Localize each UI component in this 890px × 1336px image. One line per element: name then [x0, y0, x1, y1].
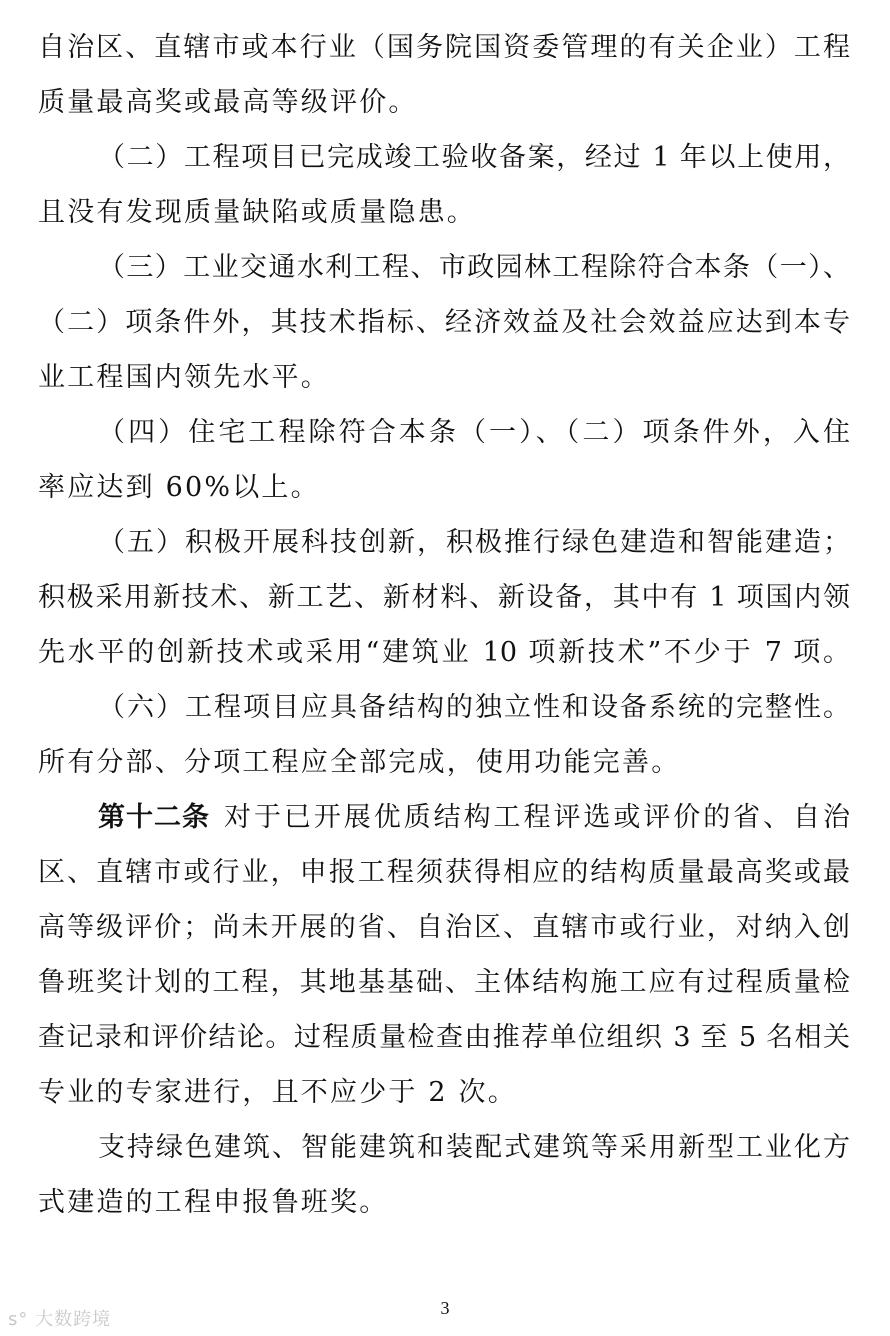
text-line: 积极采用新技术、新工艺、新材料、新设备，其中有 1 项国内领: [38, 582, 850, 613]
text-line: （三）工业交通水利工程、市政园林工程除符合本条（一）、: [98, 252, 850, 283]
text-line: 率应达到 60%以上。: [38, 472, 320, 503]
text-line: 支持绿色建筑、智能建筑和装配式建筑等采用新型工业化方: [98, 1132, 850, 1163]
text-line: 自治区、直辖市或本行业（国务院国资委管理的有关企业）工程: [38, 32, 850, 63]
text-line: （六）工程项目应具备结构的独立性和设备系统的完整性。: [98, 692, 850, 723]
watermark-text: 大数跨境: [35, 1309, 112, 1330]
text-line: 先水平的创新技术或采用“建筑业 10 项新技术”不少于 7 项。: [38, 637, 850, 668]
text-line: 质量最高奖或最高等级评价。: [38, 87, 418, 118]
text-line: 业工程国内领先水平。: [38, 362, 330, 393]
watermark: [8, 1305, 111, 1331]
article-line: [98, 798, 850, 838]
text-line: 专业的专家进行，且不应少于 2 次。: [38, 1077, 517, 1108]
text-line: 式建造的工程申报鲁班奖。: [38, 1187, 389, 1218]
text-line: 高等级评价；尚未开展的省、自治区、直辖市或行业，对纳入创: [38, 912, 850, 943]
text-line: （二）工程项目已完成竣工验收备案，经过 1 年以上使用，: [98, 142, 850, 173]
page-number: 3: [440, 1298, 450, 1318]
text-line: 且没有发现质量缺陷或质量隐患。: [38, 197, 476, 228]
text-line: （四）住宅工程除符合本条（一）、（二）项条件外，入住: [98, 417, 850, 448]
text-line: 所有分部、分项工程应全部完成，使用功能完善。: [38, 747, 681, 778]
text-line: 查记录和评价结论。过程质量检查由推荐单位组织 3 至 5 名相关: [38, 1022, 850, 1053]
text-line: 鲁班奖计划的工程，其地基基础、主体结构施工应有过程质量检: [38, 967, 850, 998]
text-line: 区、直辖市或行业，申报工程须获得相应的结构质量最高奖或最: [38, 857, 850, 888]
watermark-logo-icon: ꜱ°: [8, 1309, 29, 1330]
article-heading: 第十二条: [98, 802, 210, 833]
text-line: 对于已开展优质结构工程评选或评价的省、自治: [224, 802, 850, 833]
text-line: （二）项条件外，其技术指标、经济效益及社会效益应达到本专: [38, 307, 850, 338]
text-line: （五）积极开展科技创新，积极推行绿色建造和智能建造；: [98, 527, 850, 558]
